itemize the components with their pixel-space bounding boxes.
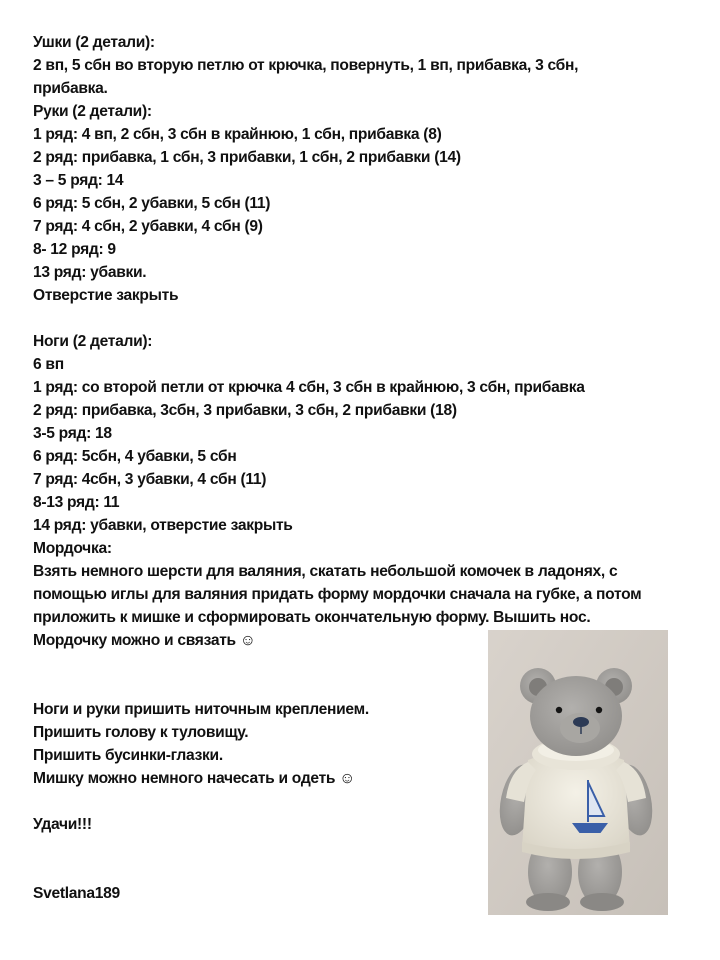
closing-text: Удачи!!! — [33, 816, 92, 833]
legs-row: 6 ряд: 5сбн, 4 убавки, 5 сбн — [33, 448, 237, 465]
arms-row: 13 ряд: убавки. — [33, 264, 147, 281]
ears-line-2: прибавка. — [33, 80, 108, 97]
arms-row: Отверстие закрыть — [33, 287, 179, 304]
arms-row: 3 – 5 ряд: 14 — [33, 172, 124, 189]
muzzle-note: Мордочку можно и связать ☺ — [33, 632, 256, 649]
legs-title: Ноги (2 детали): — [33, 333, 153, 350]
arms-row: 6 ряд: 5 сбн, 2 убавки, 5 сбн (11) — [33, 195, 271, 212]
legs-row: 6 вп — [33, 356, 64, 373]
ears-line-1: 2 вп, 5 сбн во вторую петлю от крючка, повернуть, 1 вп, прибавка, 3 сбн, — [33, 57, 579, 74]
legs-row: 14 ряд: убавки, отверстие закрыть — [33, 517, 293, 534]
section-spacer — [33, 307, 693, 330]
arms-row: 1 ряд: 4 вп, 2 сбн, 3 сбн в крайнюю, 1 сбн, прибавка (8) — [33, 126, 442, 143]
assembly-line: Ноги и руки пришить ниточным креплением. — [33, 701, 369, 718]
arms-title: Руки (2 детали): — [33, 103, 152, 120]
legs-row: 7 ряд: 4сбн, 3 убавки, 4 сбн (11) — [33, 471, 267, 488]
author-signature: Svetlana189 — [33, 885, 120, 902]
assembly-line: Пришить голову к туловищу. — [33, 724, 249, 741]
muzzle-paragraph: Взять немного шерсти для валяния, скатать небольшой комочек в ладонях, с помощью иглы для валяния придать форму мордочки сначала на губке, а потом приложить к мишке и сформировать окончательную форму. Вышить нос. — [33, 563, 642, 626]
arms-row: 8- 12 ряд: 9 — [33, 241, 116, 258]
muzzle-title: Мордочка: — [33, 540, 112, 557]
ears-title: Ушки (2 детали): — [33, 34, 155, 51]
arms-row: 7 ряд: 4 сбн, 2 убавки, 4 сбн (9) — [33, 218, 263, 235]
arms-row: 2 ряд: прибавка, 1 сбн, 3 прибавки, 1 сбн, 2 прибавки (14) — [33, 149, 461, 166]
legs-row: 2 ряд: прибавка, 3сбн, 3 прибавки, 3 сбн, 2 прибавки (18) — [33, 402, 457, 419]
assembly-line: Пришить бусинки-глазки. — [33, 747, 223, 764]
assembly-line: Мишку можно немного начесать и одеть ☺ — [33, 770, 355, 787]
legs-row: 3-5 ряд: 18 — [33, 425, 112, 442]
legs-row: 8-13 ряд: 11 — [33, 494, 120, 511]
teddy-bear-illustration — [488, 630, 668, 915]
teddy-bear-photo — [488, 630, 668, 915]
legs-row: 1 ряд: со второй петли от крючка 4 сбн, 3 сбн в крайнюю, 3 сбн, прибавка — [33, 379, 585, 396]
